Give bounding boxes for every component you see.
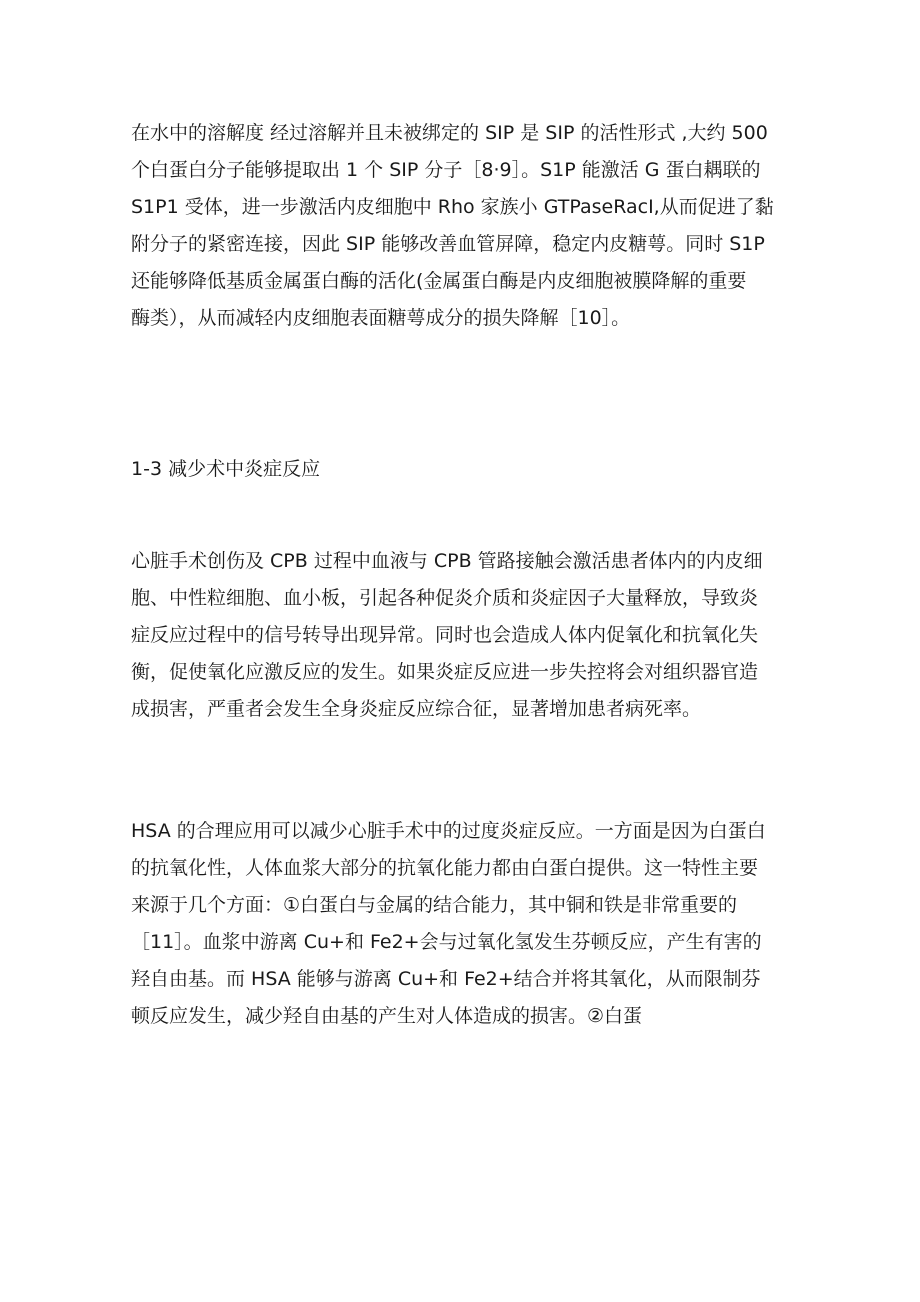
section-heading — [131, 451, 801, 488]
paragraph-sip-solubility — [131, 115, 801, 337]
paragraph-line: 附分子的紧密连接，因此 SIP 能够改善血管屏障，稳定内皮糖萼。同时 S1P — [131, 233, 765, 255]
paragraph-line: 个白蛋白分子能够提取出 1 个 SIP 分子［8·9］。S1P 能激活 G 蛋白耦联的 — [131, 159, 761, 181]
paragraph-line: 衡，促使氧化应激反应的发生。如果炎症反应进一步失控将会对组织器官造 — [131, 661, 759, 683]
paragraph-line: HSA 的合理应用可以减少心脏手术中的过度炎症反应。一方面是因为白蛋白 — [131, 820, 766, 842]
paragraph-line: 羟自由基。而 HSA 能够与游离 Cu+和 Fe2+结合并将其氧化，从而限制芬 — [131, 968, 761, 990]
section-heading-text: 1-3 减少术中炎症反应 — [131, 458, 321, 480]
paragraph-line: 的抗氧化性，人体血浆大部分的抗氧化能力都由白蛋白提供。这一特性主要 — [131, 857, 759, 879]
paragraph-line: 成损害，严重者会发生全身炎症反应综合征，显著增加患者病死率。 — [131, 698, 702, 720]
paragraph-line: S1P1 受体，进一步激活内皮细胞中 Rho 家族小 GTPaseRacI,从而促进了黏 — [131, 196, 774, 218]
paragraph-line: 酶类），从而减轻内皮细胞表面糖萼成分的损失降解［10］。 — [131, 307, 631, 329]
paragraph-line: 症反应过程中的信号转导出现异常。同时也会造成人体内促氧化和抗氧化失 — [131, 624, 759, 646]
paragraph-line: ［11］。血浆中游离 Cu+和 Fe2+会与过氧化氢发生芬顿反应，产生有害的 — [131, 931, 762, 953]
paragraph-line: 还能够降低基质金属蛋白酶的活化(金属蛋白酶是内皮细胞被膜降解的重要 — [131, 270, 747, 292]
paragraph-line: 来源于几个方面：①白蛋白与金属的结合能力，其中铜和铁是非常重要的 — [131, 894, 738, 916]
paragraph-line: 心脏手术创伤及 CPB 过程中血液与 CPB 管路接触会激活患者体内的内皮细 — [131, 550, 763, 572]
paragraph-inflammation — [131, 543, 801, 728]
paragraph-hsa-antioxidant — [131, 813, 801, 1035]
paragraph-line: 顿反应发生，减少羟自由基的产生对人体造成的损害。②白蛋 — [131, 1005, 643, 1027]
paragraph-line: 在水中的溶解度 经过溶解并且未被绑定的 SIP 是 SIP 的活性形式 ,大约 500 — [131, 122, 768, 144]
paragraph-line: 胞、中性粒细胞、血小板，引起各种促炎介质和炎症因子大量释放，导致炎 — [131, 587, 759, 609]
